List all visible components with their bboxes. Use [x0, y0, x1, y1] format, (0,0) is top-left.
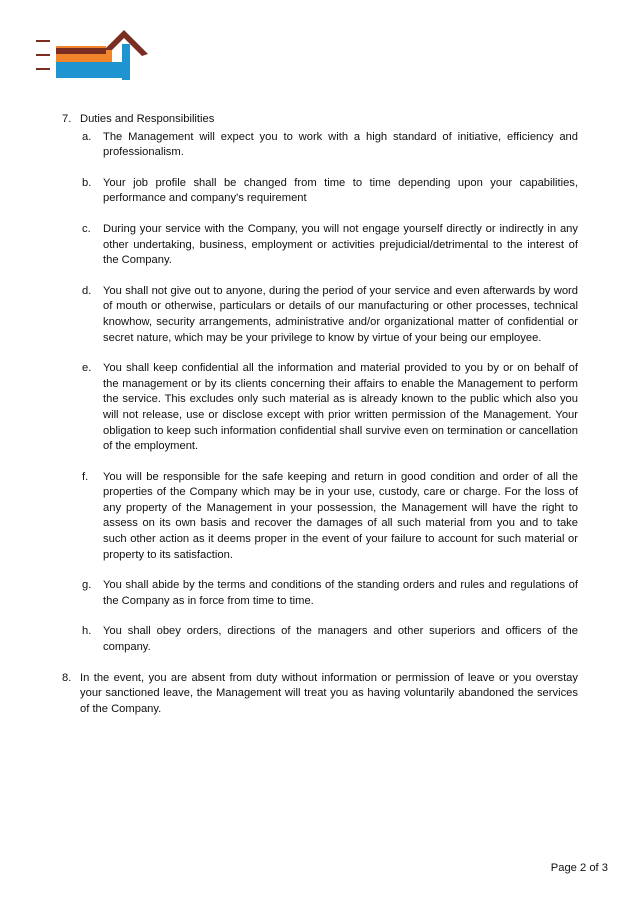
duties-list — [80, 130, 578, 656]
list-item: f. You will be responsible for the safe keeping and return in good condition and order of all the properties of the Company which may be in your use, custody, care or charge. For the loss of any property of the Management in your possession, the Management will have the right to assess on its own basis and recover the damages of all such material from you and to take such other action as it deems proper in the event of your failure to account for such material or property to its satisfaction. — [82, 470, 578, 561]
document-body — [62, 112, 578, 717]
section-number: 8. — [62, 671, 72, 684]
list-item: a. The Management will expect you to work with a high standard of initiative, efficiency and professionalism. — [82, 130, 578, 159]
section-title: Duties and Responsibilities — [80, 113, 215, 125]
list-item: h. You shall obey orders, directions of the managers and other superiors and officers of the company. — [82, 625, 578, 654]
house-logo-icon — [36, 26, 148, 88]
list-item: c. During your service with the Company, you will not engage yourself directly or indirectly in any other undertaking, business, employment or activities prejudicial/detrimental to the interest of the Company. — [82, 222, 578, 267]
section-text: In the event, you are absent from duty without information or permission of leave or you overstay your sanctioned leave, the Management will treat you as having voluntarily abandoned the services of the Company. — [80, 671, 578, 715]
list-item: g. You shall abide by the terms and conditions of the standing orders and rules and regulations of the Company as in force from time to time. — [82, 579, 578, 607]
section-7 — [62, 112, 578, 671]
section-8 — [62, 671, 578, 718]
section-number: 7. — [62, 113, 72, 125]
page-number: Page 2 of 3 — [550, 862, 608, 874]
list-item: d. You shall not give out to anyone, during the period of your service and even afterwards by word of mouth or otherwise, particulars or details of our manufacturing or other processes, technical knowhow, security arrangements, administrative and/or organizational matter of confidential or secret nature, which may be your privilege to know by virtue of your being our employee. — [82, 284, 578, 344]
list-item: b. Your job profile shall be changed from time to time depending upon your capabilities, performance and company's requirement — [82, 176, 578, 205]
list-item: e. You shall keep confidential all the information and material provided to you by or on behalf of the management or by its clients concerning their affairs to enable the Management to perform the service. This excludes only such material as is already known to the public which also you will not release, use or disclose except with prior written permission of the Management. Your obligation to keep such information confidential shall survive even on termination or cancellation of the employment. — [82, 362, 578, 453]
